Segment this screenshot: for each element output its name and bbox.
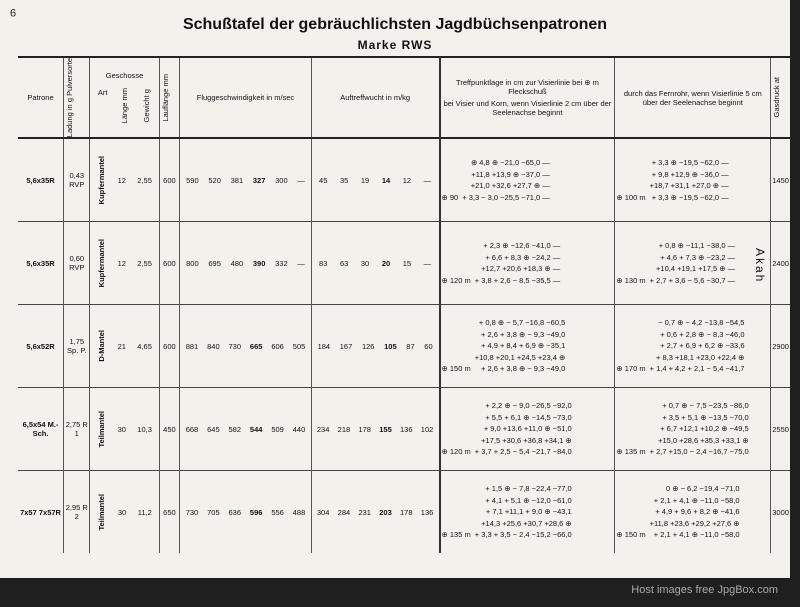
velocity-value: 582	[228, 424, 242, 434]
velocity-value: 300	[275, 175, 288, 185]
laenge: 12	[117, 175, 126, 185]
velocity-value: 327	[252, 175, 266, 185]
fernrohr-line: + 2,7 +15,0 − 2,4 −16,7 −75,0	[649, 447, 749, 457]
fernrohr-line: + 3,3 ⊕ −19,5 −62,0 —	[651, 192, 729, 202]
fernrohr-line: + 3,3 ⊕ −19,5 −62,0 —	[651, 158, 729, 168]
gewicht: 10,3	[137, 424, 152, 434]
visier-line: + 6,6 + 8,3 ⊕ −24,2 —	[485, 252, 561, 262]
lauf: 600	[163, 175, 176, 185]
velocity-value: 636	[228, 507, 242, 517]
fernrohr-line: + 9,8 +12,9 ⊕ −36,0 —	[651, 169, 729, 179]
art: Teilmantel	[97, 410, 107, 448]
fernrohr-line: + 0,8 ⊕ −11,1 −38,0 —	[658, 241, 736, 251]
energy-value: 218	[337, 424, 351, 434]
fernrohr-line: + 2,7 + 6,9 + 6,2 ⊕ −33,6	[660, 341, 745, 351]
col-lauf: Lauflänge mm	[160, 73, 170, 122]
laenge: 30	[117, 424, 126, 434]
energy-value: 19	[360, 175, 370, 185]
energy-value: 231	[358, 507, 371, 517]
visier-line: + 4,9 + 8,4 + 6,9 ⊕ −35,1	[481, 341, 566, 351]
energy-value: 63	[339, 258, 349, 268]
energy-value: 178	[358, 424, 371, 434]
fernrohr-line: + 2,1 + 4,1 ⊕ −11,0 −58,0	[653, 530, 740, 540]
energy-value: —	[423, 258, 432, 268]
fernrohr-line: +18,7 +31,1 +27,0 ⊕ —	[649, 181, 729, 191]
col-patrone: Patrone	[27, 93, 54, 103]
gasdruck: 3000	[772, 507, 789, 517]
velocity-value: 606	[271, 341, 284, 351]
art: Kupfermantel	[97, 156, 107, 205]
visier-line: + 3,3 + 3,5 − 2,4 −15,2 −66,0	[474, 530, 572, 540]
velocity-value: —	[297, 175, 305, 185]
velocity-value: 840	[207, 341, 220, 351]
fernrohr-line: + 2,1 + 4,1 ⊕ −11,0 −58,0	[653, 495, 740, 505]
energy-value: 284	[337, 507, 351, 517]
ladung: 2,75 R 1	[65, 420, 88, 439]
velocity-value: 390	[252, 258, 266, 268]
visier-line: +10,8 +20,1 +24,5 +23,4 ⊕	[474, 352, 566, 362]
fernrohr-line: + 1,4 + 4,2 + 2,1 − 5,4 −41,7	[649, 364, 745, 374]
fernrohr-line: + 0,7 ⊕ − 7,5 −23,5 −86,0	[662, 401, 749, 411]
energy-value: 30	[360, 258, 370, 268]
art: Kupfermantel	[97, 239, 107, 288]
energy-value: 45	[319, 175, 328, 185]
gasdruck: 2550	[772, 424, 789, 434]
velocity-value: 544	[249, 424, 263, 434]
velocity-value: 505	[292, 341, 306, 351]
visier-line: +14,3 +25,6 +30,7 +28,6 ⊕	[481, 518, 572, 528]
lauf: 600	[163, 258, 176, 268]
velocity-value: 520	[208, 175, 221, 185]
gewicht: 11,2	[137, 507, 152, 517]
fernrohr-line: +15,0 +28,6 +35,3 +33,1 ⊕	[658, 435, 749, 445]
art: Teilmantel	[97, 493, 107, 531]
art: D-Mantel	[97, 330, 107, 363]
ladung: 2,95 R 2	[65, 503, 88, 522]
patrone: 6,5x54 M.-Sch.	[22, 420, 59, 439]
visier-line: + 2,3 ⊕ −12,6 −41,0 —	[483, 241, 561, 251]
energy-value: 136	[420, 507, 434, 517]
lauf: 650	[163, 507, 176, 517]
fernrohr-entfernung: ⊕ 130 m	[616, 275, 646, 285]
fernrohr-line: + 4,6 + 7,3 ⊕ −23,2 —	[660, 252, 736, 262]
visier-line: +11,8 +13,9 ⊕ −37,0 —	[471, 169, 550, 179]
laenge: 21	[117, 341, 126, 351]
table-row	[18, 388, 790, 471]
visier-line: + 0,8 ⊕ − 5,7 −16,8 −60,5	[478, 318, 566, 328]
visier-line: +12,7 +20,6 +18,3 ⊕ —	[481, 264, 561, 274]
ladung: 0,60 RVP	[69, 254, 85, 273]
velocity-value: 590	[186, 175, 199, 185]
ballistics-table	[18, 56, 790, 553]
energy-value: 234	[316, 424, 330, 434]
ladung: 1,75 Sp. P.	[67, 337, 87, 356]
energy-value: 60	[424, 341, 433, 351]
gasdruck: 1450	[772, 175, 789, 185]
visier-line: + 7,1 +11,1 + 9,0 ⊕ −43,1	[485, 507, 572, 517]
velocity-value: 705	[207, 507, 220, 517]
energy-value: 184	[317, 341, 331, 351]
energy-value: 14	[381, 175, 391, 185]
visier-line: + 9,0 +13,6 +11,0 ⊕ −51,0	[483, 424, 572, 434]
energy-value: 136	[400, 424, 413, 434]
energy-value: 35	[339, 175, 349, 185]
energy-value: 83	[319, 258, 328, 268]
gasdruck: 2400	[772, 258, 789, 268]
gewicht: 2,55	[137, 258, 152, 268]
velocity-value: 381	[230, 175, 244, 185]
velocity-value: 332	[275, 258, 288, 268]
velocity-value: 665	[249, 341, 263, 351]
visier-line: + 2,6 + 3,8 ⊕ − 9,3 −49,0	[481, 329, 566, 339]
gewicht: 4,65	[137, 341, 152, 351]
side-mark: Akah	[753, 248, 767, 284]
visier-entfernung: ⊕ 135 m	[441, 530, 471, 540]
page-number: 9	[10, 6, 17, 18]
lauf: 450	[163, 424, 176, 434]
col-fernrohr: durch das Fernrohr, wenn Visierlinie 5 cm über der Seelenachse beginnt	[615, 57, 771, 138]
table-row	[18, 471, 790, 554]
gewicht: 2,55	[137, 175, 152, 185]
velocity-value: 645	[207, 424, 220, 434]
visier-line: ⊕ 4,8 ⊕ −21,0 −65,0 —	[470, 158, 550, 168]
energy-value: 12	[402, 175, 412, 185]
col-flug: Fluggeschwindigkeit in m/sec	[180, 57, 312, 138]
energy-value: 203	[379, 507, 392, 517]
table-row	[18, 138, 790, 222]
patrone: 7x57 7x57R	[20, 507, 61, 517]
table-row	[18, 222, 790, 305]
col-gasdruck: Gasdruck at	[772, 77, 782, 118]
col-visier: Treffpunktlage in cm zur Visierlinie bei ⊕ m Fleckschuß bei Visier und Korn, wenn Visierlinie 2 cm über der Seelenachse beginnt	[440, 57, 615, 138]
visier-line: + 3,8 + 2,6 − 8,5 −35,5 —	[474, 275, 561, 285]
energy-value: 105	[384, 341, 397, 351]
velocity-value: 881	[185, 341, 199, 351]
fernrohr-entfernung: ⊕ 135 m	[616, 447, 646, 457]
fernrohr-line: + 3,5 + 5,1 ⊕ −13,5 −70,0	[662, 412, 749, 422]
velocity-value: —	[297, 258, 305, 268]
fernrohr-line: + 6,7 +12,1 +10,2 ⊕ −49,5	[660, 424, 749, 434]
fernrohr-line: + 2,7 + 3,6 − 5,6 −30,7 —	[649, 275, 736, 285]
fernrohr-line: + 0,6 + 2,8 ⊕ − 8,3 −46,0	[660, 329, 745, 339]
visier-line: +21,0 +32,6 +27,7 ⊕ —	[470, 181, 550, 191]
visier-line: +17,5 +30,6 +36,8 +34,1 ⊕	[481, 435, 572, 445]
patrone: 5,6x35R	[26, 258, 55, 268]
laenge: 12	[117, 258, 126, 268]
laenge: 30	[117, 507, 127, 517]
energy-value: 304	[316, 507, 330, 517]
ladung: 0,43 RVP	[69, 171, 85, 190]
visier-entfernung: ⊕ 120 m	[441, 275, 471, 285]
visier-line: + 5,5 + 6,1 ⊕ −14,5 −73,0	[485, 412, 572, 422]
fernrohr-entfernung: ⊕ 150 m	[616, 530, 646, 540]
energy-value: —	[423, 175, 432, 185]
energy-value: 20	[381, 258, 391, 268]
velocity-value: 488	[292, 507, 306, 517]
gasdruck: 2900	[772, 341, 789, 351]
fernrohr-entfernung: ⊕ 100 m	[616, 192, 646, 202]
visier-line: + 3,3 − 3,0 −25,5 −71,0 —	[462, 192, 550, 202]
patrone: 5,6x35R	[26, 175, 55, 185]
velocity-value: 596	[249, 507, 263, 517]
visier-entfernung: ⊕ 120 m	[441, 447, 471, 457]
lauf: 600	[163, 341, 176, 351]
page-subtitle: Marke RWS	[357, 38, 433, 52]
fernrohr-line: 0 ⊕ − 6,2 −19,4 −71,0	[665, 484, 740, 494]
velocity-value: 800	[186, 258, 199, 268]
energy-value: 87	[406, 341, 415, 351]
velocity-value: 695	[208, 258, 221, 268]
velocity-value: 480	[230, 258, 244, 268]
patrone: 5,6x52R	[26, 341, 55, 351]
table-row	[18, 305, 790, 388]
velocity-value: 440	[292, 424, 306, 434]
visier-line: + 2,6 + 3,8 ⊕ − 9,3 −49,0	[481, 364, 566, 374]
visier-line: + 1,5 ⊕ − 7,8 −22,4 −77,0	[485, 484, 572, 494]
col-ladung: Ladung in g Pulversorte	[65, 58, 75, 138]
energy-value: 102	[420, 424, 434, 434]
fernrohr-line: − 0,7 ⊕ − 4,2 −13,8 −54,5	[658, 318, 745, 328]
fernrohr-line: +11,8 +23,6 +29,2 +27,6 ⊕	[649, 518, 740, 528]
energy-value: 178	[400, 507, 413, 517]
energy-value: 15	[402, 258, 412, 268]
velocity-value: 509	[271, 424, 284, 434]
fernrohr-line: + 4,9 + 9,6 + 8,2 ⊕ −41,6	[655, 507, 740, 517]
page-title: Schußtafel der gebräuchlichsten Jagdbüchsenpatronen	[182, 16, 608, 33]
velocity-value: 730	[185, 507, 199, 517]
fernrohr-line: + 8,3 +18,1 +23,0 +22,4 ⊕	[656, 352, 745, 362]
velocity-value: 556	[271, 507, 284, 517]
energy-value: 155	[379, 424, 392, 434]
col-wucht: Auftreffwucht in m/kg	[311, 57, 439, 138]
visier-line: + 4,1 + 5,1 ⊕ −12,0 −61,0	[485, 495, 572, 505]
fernrohr-line: +10,4 +19,1 +17,5 ⊕ —	[656, 264, 736, 274]
energy-value: 126	[361, 341, 375, 351]
energy-value: 167	[339, 341, 353, 351]
footer-text: Host images free JpgBox.com	[631, 584, 778, 596]
velocity-value: 730	[228, 341, 242, 351]
velocity-value: 668	[185, 424, 199, 434]
visier-entfernung: ⊕ 90	[441, 192, 459, 202]
visier-line: + 3,7 + 2,5 − 5,4 −21,7 −84,0	[474, 447, 572, 457]
col-geschosse: Geschosse Art Länge mm Gewicht g	[90, 57, 159, 138]
fernrohr-entfernung: ⊕ 170 m	[616, 364, 646, 374]
visier-line: + 2,2 ⊕ − 9,0 −26,5 −92,0	[485, 401, 572, 411]
visier-entfernung: ⊕ 150 m	[441, 364, 471, 374]
